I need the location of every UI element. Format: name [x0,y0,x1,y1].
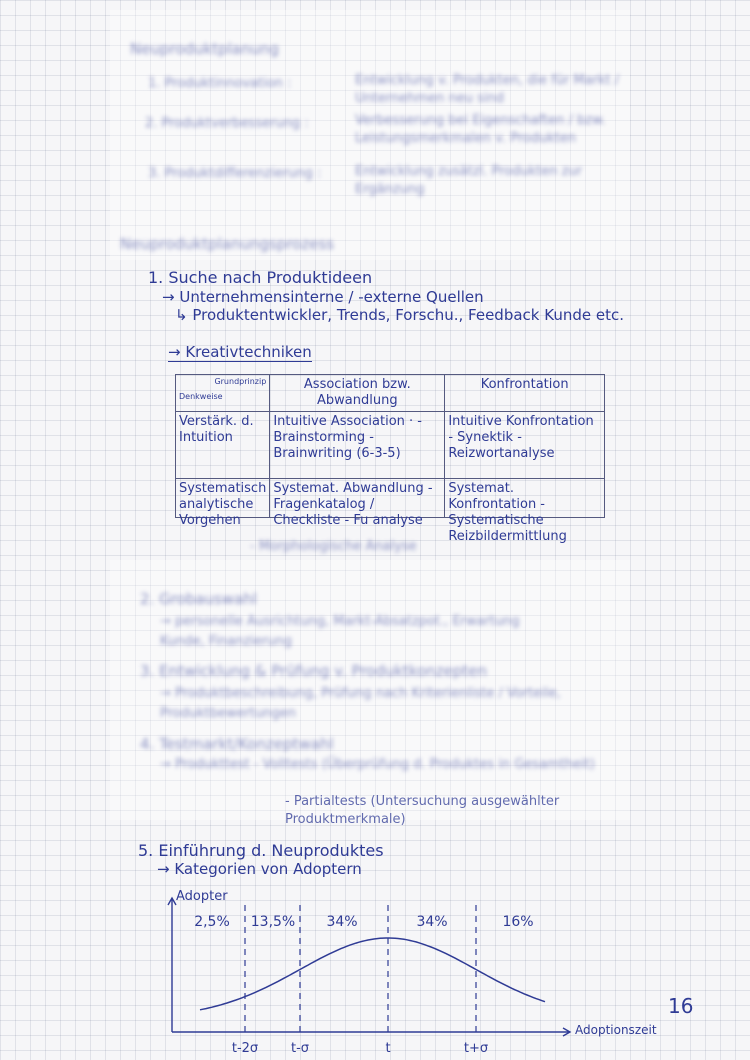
partialtests-text: - Partialtests (Untersuchung ausgewählter Produktmerkmale) [285,794,560,827]
blurred-process-heading: Neuproduktplanungsprozess [120,235,335,253]
kreativtechniken-text: → Kreativtechniken [168,343,312,361]
table-row1-col1: Intuitive Association · - Brainstorming - Brainwriting (6-3-5) [270,412,445,479]
blurred-s3-line: → Produktbeschreibung, Prüfung nach Kriterienliste / Vorteile, Produktbewertungen [160,686,561,721]
table-col1-header: Association bzw. Abwandlung [270,375,445,412]
blurred-row1-text: Entwicklung v. Produkten, die für Markt / Unternehmen neu sind [355,73,620,106]
x-tick-label: t+σ [463,1041,489,1056]
table-row1-col2: Intuitive Konfrontation - Synektik - Reizwortanalyse [445,412,605,479]
table-row2-label-text: Systematisch analytische Vorgehen [179,481,267,528]
blurred-row2-label: 2. Produktverbesserung : [145,116,309,131]
chart-layer [168,889,657,1056]
segment-label: 13,5% [250,914,296,930]
blurred-row3-text: Entwicklung zusätzl. Produkten zur Ergänzung [355,164,583,197]
blurred-s2-line: → personelle Ausrichtung, Markt-Absatzpot., Erwartung Kunde, Finanzierung [160,614,520,649]
blurred-row3-label: 3. Produktdifferenzierung : [148,166,322,181]
x-axis-label: Adoptionszeit [575,1023,657,1037]
y-axis-label: Adopter [176,889,228,904]
adoption-curve [200,938,545,1010]
table-row1-label: Verstärk. d. Intuition [176,412,270,479]
section5-subtitle: → Kategorien von Adoptern [157,860,362,878]
table-corner-top: Grundprinzip [214,377,267,386]
section5-title: 5. Einführung d. Neuproduktes [138,841,384,860]
table-corner-bottom: Denkweise [179,392,223,401]
blurred-s4: 4. Testmarkt/Konzeptwahl [140,735,334,753]
blurred-heading: Neuproduktplanung [130,40,280,58]
section1-line1: → Unternehmensinterne / -externe Quellen [162,288,484,306]
segment-label: 34% [416,914,448,930]
x-tick-label: t-2σ [231,1041,259,1056]
segment-label: 16% [502,914,534,930]
blurred-s4-line: → Produkttest - Volltests (Überprüfung d. Produktes in Gesamtheit) [160,757,595,772]
blurred-row1-label: 1. Produktinnovation : [148,76,292,91]
x-tick-label: t-σ [290,1041,310,1056]
blurred-s3: 3. Entwicklung & Prüfung v. Produktkonzepten [140,662,488,680]
blurred-s2: 2. Grobauswahl [140,590,257,608]
table-row2-col1-text: Systemat. Abwandlung - Fragenkatalog / Checkliste - Fu analyse [273,481,433,528]
x-tick-label: t [385,1041,391,1056]
table-col2-header: Konfrontation [445,375,605,412]
segment-label: 34% [326,914,358,930]
blurred-row2-text: Verbesserung bei Eigenschaften / bzw. Leistungsmerkmalen v. Produkten [355,113,606,146]
section1-title: 1. Suche nach Produktideen [148,268,373,287]
section1-line2: ↳ Produktentwickler, Trends, Forschu., Feedback Kunde etc. [175,306,624,324]
page-number: 16 [668,994,694,1018]
table-row2-extra: - Morphologische Analyse [250,539,417,554]
segment-label: 2,5% [194,914,230,930]
table-row2-col2-text: Systemat. Konfrontation - Systematische Reizbildermittlung [448,481,567,544]
